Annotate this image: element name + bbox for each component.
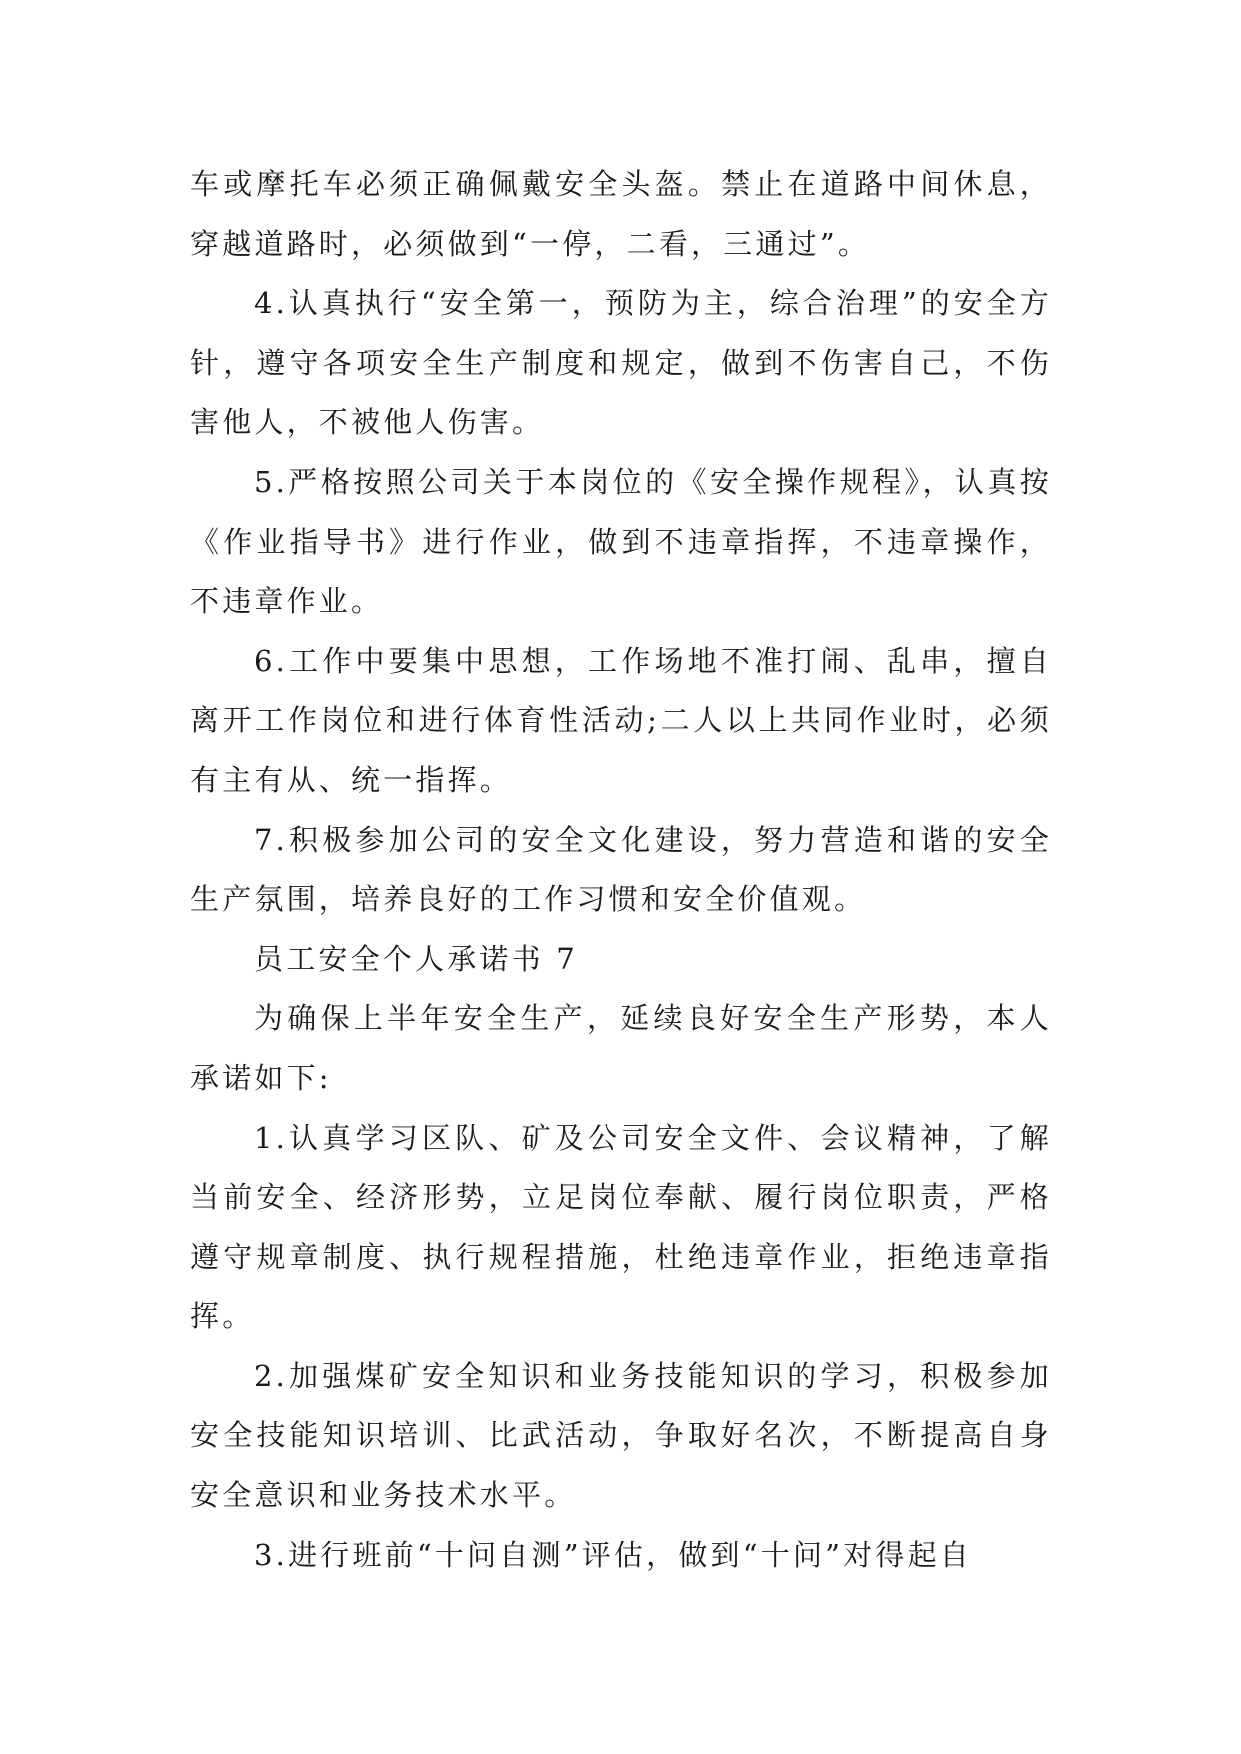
paragraph: 5.严格按照公司关于本岗位的《安全操作规程》，认真按《作业指导书》进行作业，做到不违章指挥，不违章操作，不违章作业。: [190, 464, 1052, 619]
document-body: [190, 155, 1052, 1585]
paragraph: 3.进行班前“十问自测”评估，做到“十问”对得起自: [254, 1537, 972, 1572]
paragraph: 1.认真学习区队、矿及公司安全文件、会议精神，了解当前安全、经济形势，立足岗位奉献、履行岗位职责，严格遵守规章制度、执行规程措施，杜绝违章作业，拒绝违章指挥。: [190, 1120, 1052, 1334]
paragraph: 2.加强煤矿安全知识和业务技能知识的学习，积极参加安全技能知识培训、比武活动，争取好名次，不断提高自身安全意识和业务技术水平。: [190, 1358, 1052, 1513]
paragraph: 为确保上半年安全生产，延续良好安全生产形势，本人承诺如下:: [190, 1001, 1052, 1095]
section-heading: 员工安全个人承诺书 7: [254, 941, 578, 976]
paragraph: 4.认真执行“安全第一，预防为主，综合治理”的安全方针，遵守各项安全生产制度和规定，做到不伤害自己，不伤害他人，不被他人伤害。: [190, 286, 1052, 440]
paragraph: 车或摩托车必须正确佩戴安全头盔。禁止在道路中间休息，穿越道路时，必须做到“一停，二看，三通过”。: [190, 167, 1052, 261]
paragraph: 7.积极参加公司的安全文化建设，努力营造和谐的安全生产氛围，培养良好的工作习惯和安全价值观。: [190, 822, 1052, 917]
paragraph: 6.工作中要集中思想，工作场地不准打闹、乱串，擅自离开工作岗位和进行体育性活动;二人以上共同作业时，必须有主有从、统一指挥。: [190, 643, 1052, 797]
